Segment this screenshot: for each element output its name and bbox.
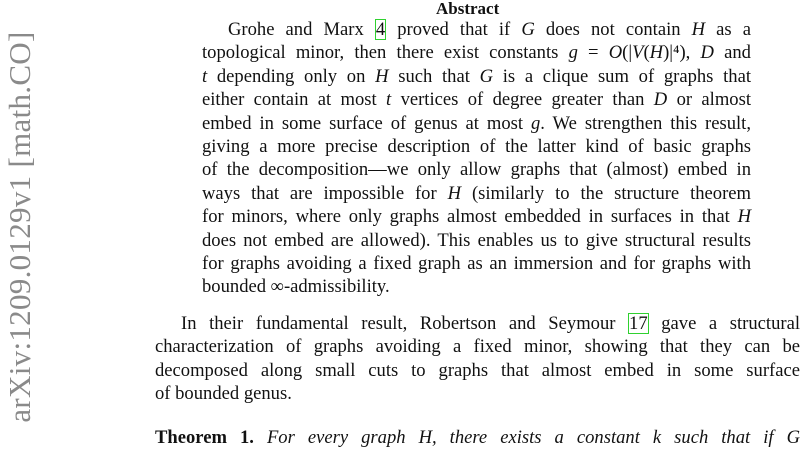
text-segment: such that bbox=[388, 65, 480, 87]
text-segment: ( bbox=[643, 42, 650, 64]
text-line bbox=[181, 313, 800, 335]
text-segment: = bbox=[577, 42, 609, 64]
text-segment: proved that if bbox=[386, 19, 522, 40]
text-segment: embed in some surface of genus at most bbox=[202, 112, 531, 134]
text-line bbox=[202, 230, 751, 252]
text-segment: vertices of degree greater than bbox=[391, 89, 654, 111]
theorem-label: Theorem 1. bbox=[155, 426, 254, 448]
text-segment: (| bbox=[622, 42, 633, 64]
text-segment: bounded ∞-admissibility. bbox=[202, 276, 390, 298]
text-line bbox=[202, 136, 751, 158]
text-segment: topological minor, then there exist constants bbox=[202, 42, 569, 64]
text-segment: In their fundamental result, Robertson and Seymour bbox=[181, 313, 629, 334]
text-segment: giving a more precise description of the latter kind of basic graphs bbox=[202, 136, 751, 157]
text-segment: g bbox=[568, 42, 578, 64]
text-line bbox=[155, 383, 800, 405]
text-segment: (similarly to the structure theorem bbox=[461, 182, 752, 204]
abstract-heading: Abstract bbox=[436, 0, 500, 18]
text-segment: and bbox=[713, 42, 751, 64]
text-segment: H bbox=[737, 206, 751, 228]
text-segment: gave a structural bbox=[648, 313, 800, 334]
text-line bbox=[202, 183, 751, 205]
text-segment: or almost bbox=[667, 89, 752, 111]
text-segment: . We strengthen this result, bbox=[540, 112, 751, 134]
text-segment: for minors, where only graphs almost embedded in surfaces in that bbox=[202, 206, 738, 228]
text-line bbox=[202, 113, 751, 135]
text-line bbox=[202, 276, 751, 298]
text-segment: O bbox=[608, 42, 623, 64]
citation-link[interactable]: 17 bbox=[629, 313, 648, 334]
text-segment: decomposed along small cuts to graphs that almost embed in some surface bbox=[155, 359, 800, 381]
text-line bbox=[202, 66, 751, 88]
text-segment: G bbox=[479, 65, 494, 87]
text-segment: )|⁴), bbox=[663, 42, 701, 64]
text-segment: either contain at most bbox=[202, 89, 387, 111]
text-line bbox=[202, 159, 751, 181]
text-segment: of the decomposition—we only allow graphs that (almost) embed in bbox=[202, 159, 751, 181]
text-segment: depending only on bbox=[207, 65, 376, 87]
text-segment: ways that are impossible for bbox=[202, 182, 448, 204]
text-segment: H bbox=[447, 182, 462, 204]
text-segment: is a clique sum of graphs that bbox=[493, 65, 751, 87]
text-segment: does not embed are allowed). This enables us to give structural results bbox=[202, 229, 751, 251]
text-segment: V bbox=[632, 42, 644, 64]
arxiv-identifier: arXiv:1209.0129v1 [math.CO] bbox=[2, 31, 37, 423]
text-segment: H bbox=[375, 65, 389, 87]
text-line bbox=[202, 206, 751, 228]
text-line bbox=[228, 19, 751, 41]
text-segment: does not contain bbox=[534, 19, 692, 40]
text-segment: for graphs avoiding a fixed graph as an immersion and for graphs with bbox=[202, 253, 751, 274]
text-segment: t bbox=[202, 65, 208, 87]
text-segment: D bbox=[653, 89, 668, 111]
text-line bbox=[155, 360, 800, 382]
text-segment: H bbox=[691, 19, 706, 40]
text-segment: H bbox=[649, 42, 664, 64]
text-segment: as a bbox=[705, 19, 751, 40]
text-segment: g bbox=[531, 112, 541, 134]
text-line bbox=[155, 336, 800, 358]
text-segment: Grohe and Marx bbox=[228, 19, 375, 40]
text-segment: For every graph H, there exists a constant k such that if G bbox=[253, 426, 800, 448]
text-line bbox=[202, 253, 751, 275]
citation-link[interactable]: 4 bbox=[375, 19, 386, 40]
text-line bbox=[202, 42, 751, 64]
text-segment: G bbox=[521, 19, 535, 40]
text-segment: t bbox=[386, 89, 392, 111]
text-line bbox=[202, 89, 751, 111]
text-line bbox=[155, 427, 800, 449]
text-segment: characterization of graphs avoiding a fixed minor, showing that they can be bbox=[155, 336, 800, 358]
text-segment: D bbox=[700, 42, 714, 64]
text-segment: of bounded genus. bbox=[155, 383, 292, 405]
